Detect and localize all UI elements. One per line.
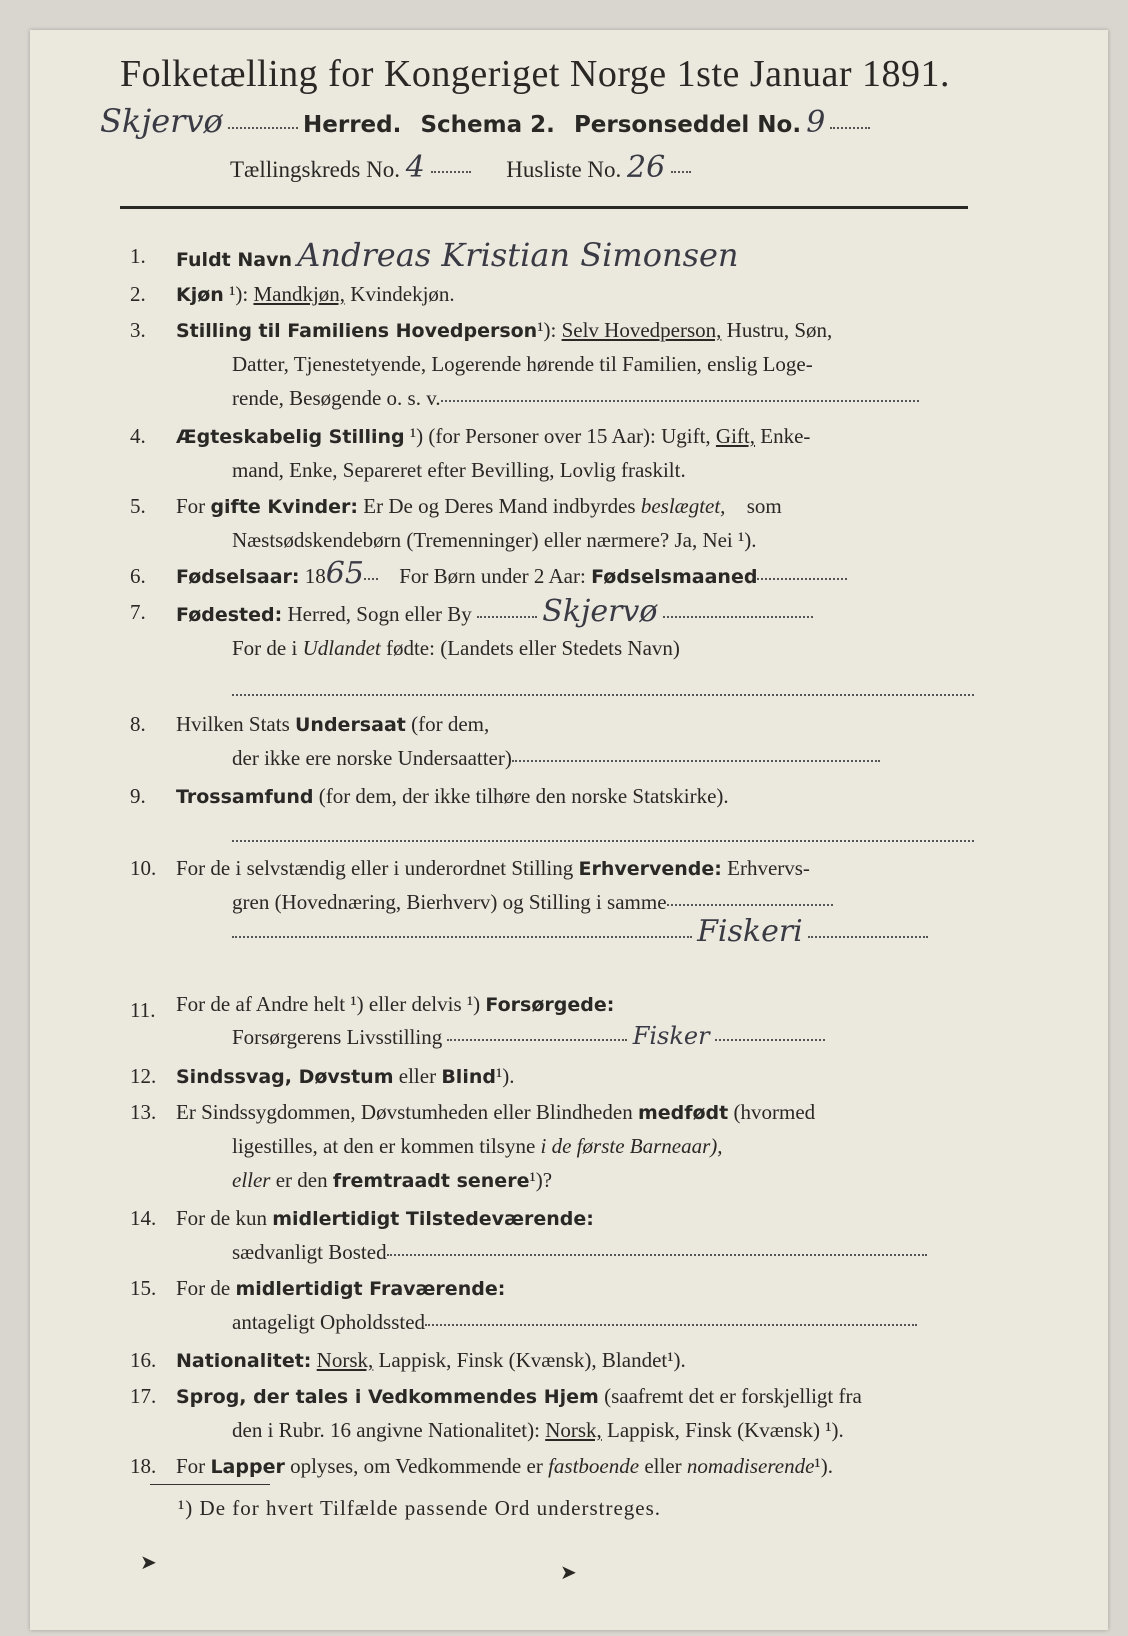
item-8-line2-text: der ikke ere norske Undersaatter) xyxy=(232,746,512,770)
nationality-selected: Norsk, xyxy=(316,1348,374,1372)
nationality-options: Lappisk, Finsk (Kvænsk), Blandet¹). xyxy=(378,1348,686,1372)
item-8 xyxy=(176,712,489,737)
husliste-label: Husliste No. xyxy=(506,157,622,182)
item-number: 12. xyxy=(130,1064,157,1088)
item-1 xyxy=(176,236,739,274)
item-15-line2 xyxy=(232,1310,917,1335)
item-2 xyxy=(176,282,455,307)
item-number: 2. xyxy=(130,282,146,306)
occupation-value: Fiskeri xyxy=(697,914,803,949)
family-position-selected: Selv Hovedperson, xyxy=(561,318,722,342)
item-10-line2 xyxy=(232,890,833,915)
married-women-label: gifte Kvinder: xyxy=(210,496,359,518)
item-3-line2: Datter, Tjenestetyende, Logerende hørende til Familien, enslig Loge- xyxy=(232,352,813,376)
item-5-line2: Næstsødskendebørn (Tremenninger) eller nærmere? Ja, Nei ¹). xyxy=(232,528,757,552)
item-17-line2a: den i Rubr. 16 angivne Nationalitet): xyxy=(232,1418,540,1442)
item-number: 11. xyxy=(130,998,156,1022)
item-11 xyxy=(176,992,614,1017)
item-12-mid: eller xyxy=(398,1064,437,1088)
supporter-occupation-value: Fisker xyxy=(632,1022,710,1050)
item-number: 16. xyxy=(130,1348,157,1372)
item-9-blank-line xyxy=(232,830,974,849)
item-4 xyxy=(176,424,810,449)
personseddel-value: 9 xyxy=(806,105,826,140)
family-position-options: Hustru, Søn, xyxy=(726,318,833,342)
item-number: 17. xyxy=(130,1384,157,1408)
marital-status-selected: Gift, xyxy=(715,424,755,448)
item-10-pre: For de i selvstændig eller i underordnet Stilling xyxy=(176,856,574,880)
item-3-line3 xyxy=(232,386,919,411)
item-18-text: oplyses, om Vedkommende er xyxy=(290,1454,543,1478)
margin-mark: ➤ xyxy=(140,1550,157,1574)
item-15-line2-text: antageligt Opholdssted xyxy=(232,1310,426,1334)
item-number: 9. xyxy=(130,784,146,808)
header-kreds-line xyxy=(230,150,691,185)
footnote-divider xyxy=(150,1484,270,1485)
family-position-label: Stilling til Familiens Hovedperson xyxy=(176,320,538,342)
temporary-present-label: midlertidigt Tilstedeværende: xyxy=(272,1208,594,1230)
header-rule xyxy=(120,206,968,209)
item-7-text: Herred, Sogn eller By xyxy=(287,602,472,626)
item-17-line2b: Lappisk, Finsk (Kvænsk) ¹). xyxy=(607,1418,844,1442)
footnote: ¹) De for hvert Tilfælde passende Ord understreges. xyxy=(178,1496,662,1520)
full-name-value: Andreas Kristian Simonsen xyxy=(297,236,739,274)
item-number: 18. xyxy=(130,1454,157,1478)
form-title: Folketælling for Kongeriget Norge 1ste Januar 1891. xyxy=(120,53,951,95)
item-13-line3 xyxy=(232,1168,552,1193)
birthplace-value: Skjervø xyxy=(542,594,658,629)
footnote-ref: ¹). xyxy=(814,1454,833,1478)
marital-status-rest: Enke- xyxy=(760,424,811,448)
item-13-line2 xyxy=(232,1134,723,1159)
item-number: 14. xyxy=(130,1206,157,1230)
marital-status-text: ¹) (for Personer over 15 Aar): Ugift, xyxy=(409,424,711,448)
language-selected: Norsk, xyxy=(545,1418,602,1442)
footnote-ref: ¹): xyxy=(229,282,249,306)
item-number: 8. xyxy=(130,712,146,736)
item-11-line2 xyxy=(232,1022,825,1050)
item-6 xyxy=(176,556,847,591)
item-12 xyxy=(176,1064,515,1089)
item-14-line2 xyxy=(232,1240,927,1265)
item-15-pre: For de xyxy=(176,1276,231,1300)
item-10-rest: Erhvervs- xyxy=(727,856,810,880)
item-number: 15. xyxy=(130,1276,157,1300)
item-number: 13. xyxy=(130,1100,157,1124)
gender-option-male: Mandkjøn, xyxy=(253,282,346,306)
item-number: 5. xyxy=(130,494,146,518)
item-number: 10. xyxy=(130,856,157,880)
item-6-text: For Børn under 2 Aar: xyxy=(399,564,586,588)
disability-label: Sindssvag, Døvstum xyxy=(176,1066,394,1088)
item-5-text: Er De og Deres Mand indbyrdes xyxy=(363,494,636,518)
item-7-line2-italic: Udlandet xyxy=(302,636,381,660)
item-5-italic: beslægtet, xyxy=(640,494,726,518)
herred-label: Herred. xyxy=(303,112,402,138)
item-8-text: (for dem, xyxy=(411,712,490,736)
personseddel-label: Personseddel No. xyxy=(573,112,802,138)
lapps-label: Lapper xyxy=(210,1456,285,1478)
item-7 xyxy=(176,594,813,629)
item-number: 4. xyxy=(130,424,146,448)
item-13-line3a: er den xyxy=(275,1168,328,1192)
item-8-pre: Hvilken Stats xyxy=(176,712,290,736)
later-onset-label: fremtraadt senere xyxy=(332,1170,530,1192)
header-herred-line xyxy=(100,102,870,140)
item-18 xyxy=(176,1454,833,1479)
kreds-value: 4 xyxy=(405,150,425,185)
item-7-line2b: fødte: (Landets eller Stedets Navn) xyxy=(385,636,680,660)
birthplace-label: Fødested: xyxy=(176,604,283,626)
item-10-value-line xyxy=(232,914,928,949)
item-5 xyxy=(176,494,782,519)
gender-label: Kjøn xyxy=(176,284,224,306)
item-11-line2-text: Forsørgerens Livsstilling xyxy=(232,1025,443,1049)
item-14-pre: For de kun xyxy=(176,1206,267,1230)
item-5-pre: For xyxy=(176,494,206,518)
item-18-italic-2: nomadiserende xyxy=(686,1454,815,1478)
marital-status-label: Ægteskabelig Stilling xyxy=(176,426,405,448)
occupation-label: Erhvervende: xyxy=(578,858,722,880)
footnote-ref: ¹). xyxy=(495,1064,515,1088)
item-number: 7. xyxy=(130,600,146,624)
item-13-line2a: ligestilles, at den er kommen tilsyne xyxy=(232,1134,536,1158)
herred-value: Skjervø xyxy=(100,102,223,140)
temporary-absent-label: midlertidigt Fraværende: xyxy=(235,1278,506,1300)
item-13-line3-italic: eller xyxy=(232,1168,271,1192)
item-8-line2 xyxy=(232,746,880,771)
item-4-line2: mand, Enke, Separeret efter Bevilling, Lovlig fraskilt. xyxy=(232,458,686,482)
item-10 xyxy=(176,856,810,881)
item-17 xyxy=(176,1384,862,1409)
item-7-line2 xyxy=(232,636,680,661)
gender-option-female: Kvindekjøn. xyxy=(350,282,455,306)
item-9 xyxy=(176,784,729,809)
item-13-line2-italic: i de første Barneaar), xyxy=(540,1134,723,1158)
blind-label: Blind xyxy=(441,1066,496,1088)
item-13-text: Er Sindssygdommen, Døvstumheden eller Blindheden xyxy=(176,1100,633,1124)
item-18-mid: eller xyxy=(644,1454,682,1478)
birth-year-label: Fødselsaar: xyxy=(176,566,300,588)
supported-label: Forsørgede: xyxy=(485,994,615,1016)
item-17-line2 xyxy=(232,1418,844,1443)
item-14-line2-text: sædvanligt Bosted xyxy=(232,1240,387,1264)
citizenship-label: Undersaat xyxy=(295,714,406,736)
birth-year-value: 65 xyxy=(325,556,364,591)
item-number: 3. xyxy=(130,318,146,342)
item-7-line2a: For de i xyxy=(232,636,298,660)
birth-year-prefix: 18 xyxy=(304,564,326,588)
item-5-rest: som xyxy=(746,494,782,518)
home-language-label: Sprog, der tales i Vedkommendes Hjem xyxy=(176,1386,599,1408)
item-15 xyxy=(176,1276,505,1301)
item-11-pre: For de af Andre helt ¹) eller delvis ¹) xyxy=(176,992,481,1016)
item-7-blank-line xyxy=(232,684,974,703)
item-17-rest: (saafremt det er forskjelligt fra xyxy=(604,1384,862,1408)
item-3 xyxy=(176,318,832,343)
footnote-ref: ¹): xyxy=(537,318,557,342)
schema-label: Schema 2. xyxy=(420,112,555,138)
footnote-ref: ¹)? xyxy=(529,1168,553,1192)
item-number: 6. xyxy=(130,564,146,588)
item-18-italic-1: fastboende xyxy=(548,1454,640,1478)
item-14 xyxy=(176,1206,594,1231)
item-9-text: (for dem, der ikke tilhøre den norske Statskirke). xyxy=(318,784,729,808)
nationality-label: Nationalitet: xyxy=(176,1350,312,1372)
item-number: 1. xyxy=(130,244,146,268)
religion-label: Trossamfund xyxy=(176,786,314,808)
congenital-label: medfødt xyxy=(637,1102,729,1124)
birth-month-label: Fødselsmaaned xyxy=(591,566,758,588)
item-3-line3-text: rende, Besøgende o. s. v. xyxy=(232,386,441,410)
item-16 xyxy=(176,1348,686,1373)
item-18-pre: For xyxy=(176,1454,206,1478)
item-13-rest: (hvormed xyxy=(733,1100,816,1124)
husliste-value: 26 xyxy=(627,150,666,185)
item-10-line2-text: gren (Hovednæring, Bierhverv) og Stilling i samme xyxy=(232,890,667,914)
margin-mark: ➤ xyxy=(560,1560,577,1584)
kreds-label: Tællingskreds No. xyxy=(230,157,400,182)
item-13 xyxy=(176,1100,815,1125)
full-name-label: Fuldt Navn xyxy=(176,249,293,271)
